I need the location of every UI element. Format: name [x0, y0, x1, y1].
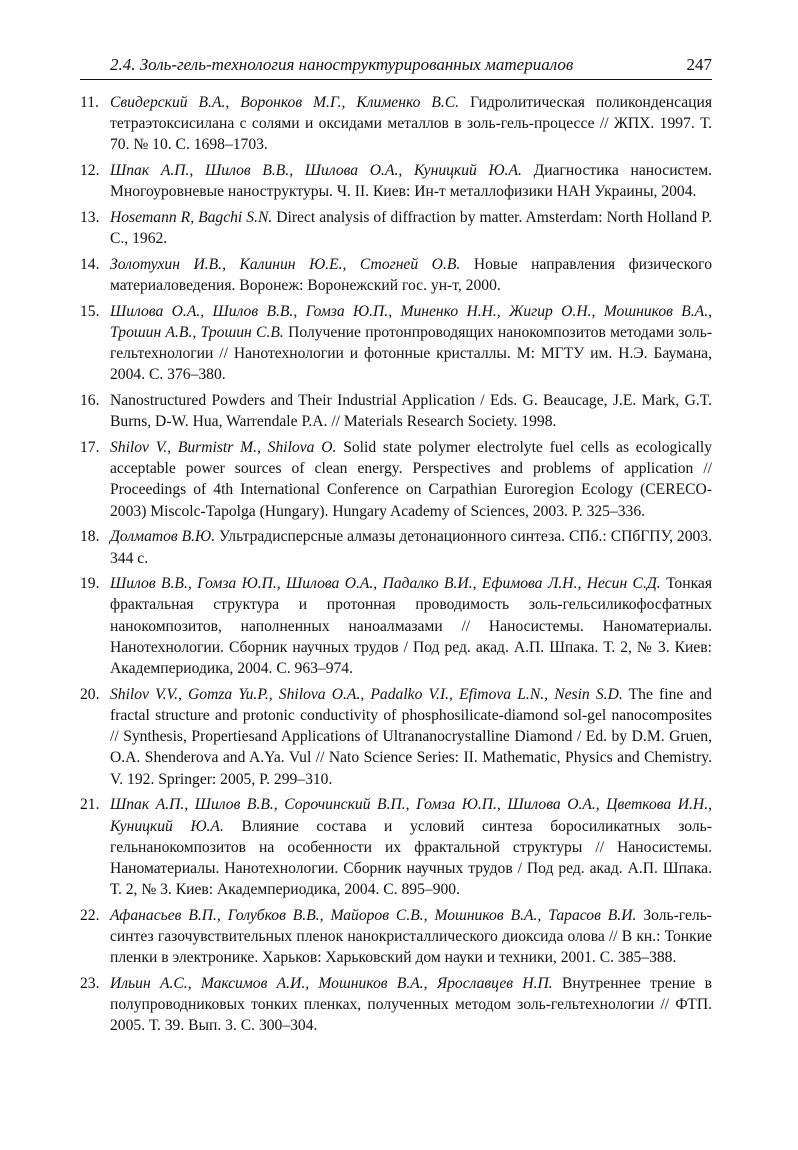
reference-number: 14.	[80, 255, 100, 273]
reference-item	[80, 526, 712, 568]
reference-authors: Ильин А.С., Максимов А.И., Мошников В.А., Ярославцев Н.П.	[110, 974, 553, 992]
reference-number: 13.	[80, 209, 100, 227]
reference-number: 15.	[80, 302, 100, 320]
reference-item	[80, 437, 712, 522]
reference-item	[80, 207, 712, 249]
reference-authors: Шпак А.П., Шилов В.В., Шилова О.А., Куницкий Ю.А.	[110, 162, 522, 180]
reference-text: Гидролитическая поликонденсация тетраэтоксисилана с солями и оксидами металлов в золь-гель-процессе // ЖПХ. 1997. Т. 70. № 10. С. 1698–1703.	[110, 94, 712, 154]
reference-authors: Shilov V.V., Gomza Yu.P., Shilova O.A., Padalko V.I., Efimova L.N., Nesin S.D.	[110, 685, 623, 703]
reference-number: 19.	[80, 575, 100, 593]
reference-number: 17.	[80, 439, 100, 457]
reference-item	[80, 160, 712, 202]
reference-authors: Золотухин И.В., Калинин Ю.Е., Стогней О.В.	[110, 255, 461, 273]
reference-authors: Шилов В.В., Гомза Ю.П., Шилова О.А., Падалко В.И., Ефимова Л.Н., Несин С.Д.	[110, 575, 661, 593]
reference-text: Тонкая фрактальная структура и протонная проводимость золь-гельсиликофосфатных нанокомпозитов, наполненных наноалмазами // Наносистемы. Наноматериалы. Нанотехнологии. Сборник научных трудов / Под ред. акад. А.П. Шпака. Т. 2, № 3. Киев: Академпериодика, 2004. С. 963–974.	[110, 575, 713, 678]
reference-text: Solid state polymer electrolyte fuel cells as ecologically acceptable power sources of clean energy. Perspectives and problems of application // Proceedings of 4th International Conference on Carpathian Euroregion Ecology (CERECO-2003) Miscolc-Tapolga (Hungary). Hungary Academy of Sciences, 2003. P. 325–336.	[110, 439, 712, 520]
reference-item	[80, 254, 712, 296]
reference-text: Внутреннее трение в полупроводниковых тонких пленках, полученных методом золь-гельтехнологии // ФТП. 2005. Т. 39. Вып. 3. С. 300–304.	[110, 974, 712, 1035]
reference-number: 18.	[80, 528, 100, 546]
reference-item	[80, 794, 712, 900]
reference-text: Nanostructured Powders and Their Industrial Application / Eds. G. Beaucage, J.E. Mark, G.T. Burns, D-W. Hua, Warrendale P.A. // Materials Research Society. 1998.	[110, 392, 712, 431]
reference-number: 16.	[80, 392, 100, 410]
reference-number: 20.	[80, 685, 100, 703]
page-number: 247	[686, 55, 712, 74]
reference-text: Direct analysis of diffraction by matter. Amsterdam: North Holland P. C., 1962.	[110, 209, 712, 248]
reference-text: Диагностика наносистем. Многоуровневые наноструктуры. Ч. II. Киев: Ин-т металлофизики НАН Украины, 2004.	[110, 162, 712, 201]
reference-number: 22.	[80, 906, 100, 924]
reference-number: 21.	[80, 796, 100, 814]
reference-number: 23.	[80, 974, 100, 992]
reference-number: 12.	[80, 162, 100, 180]
running-header	[80, 55, 712, 80]
reference-text: Золь-гель-синтез газочувствительных пленок нанокристаллического диоксида олова // В кн.: Тонкие пленки в электронике. Харьков: Харьковский дом науки и техники, 2001. С. 385–388.	[110, 906, 712, 967]
reference-text: The fine and fractal structure and protonic conductivity of phosphosilicate-diamond sol-gel nanocomposites // Synthesis, Propertiesand Applications of Ultrananocrystalline Diamond / Ed. by D.M. Gruen, O.A. Shenderova and A.Ya. Vul // Nato Science Series: II. Mathematic, Physics and Chemistry. V. 192. Springer: 2005, P. 299–310.	[110, 685, 712, 788]
reference-number: 11.	[80, 94, 99, 111]
reference-item	[80, 905, 712, 969]
reference-item	[80, 92, 712, 156]
reference-text: Получение протонпроводящих нанокомпозитов методами золь-гельтехнологии // Нанотехнологии и фотонные кристаллы. М: МГТУ им. Н.Э. Баумана, 2004. С. 376–380.	[110, 324, 713, 384]
reference-authors: Shilov V., Burmistr M., Shilova O.	[110, 439, 337, 457]
reference-item	[80, 573, 712, 679]
reference-authors: Афанасьев В.П., Голубков В.В., Майоров С.В., Мошников В.А., Тарасов В.И.	[110, 906, 637, 924]
reference-item	[80, 390, 712, 432]
reference-item	[80, 684, 712, 790]
reference-list	[80, 92, 712, 1041]
reference-authors: Долматов В.Ю.	[110, 528, 216, 546]
reference-item	[80, 973, 712, 1037]
reference-text: Влияние состава и условий синтеза боросиликатных золь-гельнанокомпозитов на особенности их фрактальной структуры // Наносистемы. Наноматериалы. Нанотехнологии. Сборник научных трудов / Под ред. акад. А.П. Шпака. Т. 2, № 3. Киев: Академпериодика, 2004. С. 895–900.	[110, 817, 712, 899]
reference-authors: Шилова О.А., Шилов В.В., Гомза Ю.П., Миненко Н.Н., Жигир О.Н., Мошников В.А., Трошин А.В., Трошин С.В.	[110, 302, 712, 342]
reference-authors: Hosemann R, Bagchi S.N.	[110, 209, 273, 227]
reference-text: Ультрадисперсные алмазы детонационного синтеза. СПб.: СПбГПУ, 2003. 344 с.	[110, 528, 712, 567]
reference-text: Новые направления физического материаловедения. Воронеж: Воронежский гос. ун-т, 2000.	[110, 255, 712, 295]
reference-item	[80, 301, 712, 386]
running-title: 2.4. Золь-гель-технология наноструктурированных материалов	[110, 55, 574, 74]
reference-authors: Свидерский В.А., Воронков М.Г., Клименко В.С.	[110, 94, 460, 111]
reference-authors: Шпак А.П., Шилов В.В., Сорочинский В.П., Гомза Ю.П., Шилова О.А., Цветкова И.Н., Куницкий Ю.А.	[110, 796, 712, 835]
